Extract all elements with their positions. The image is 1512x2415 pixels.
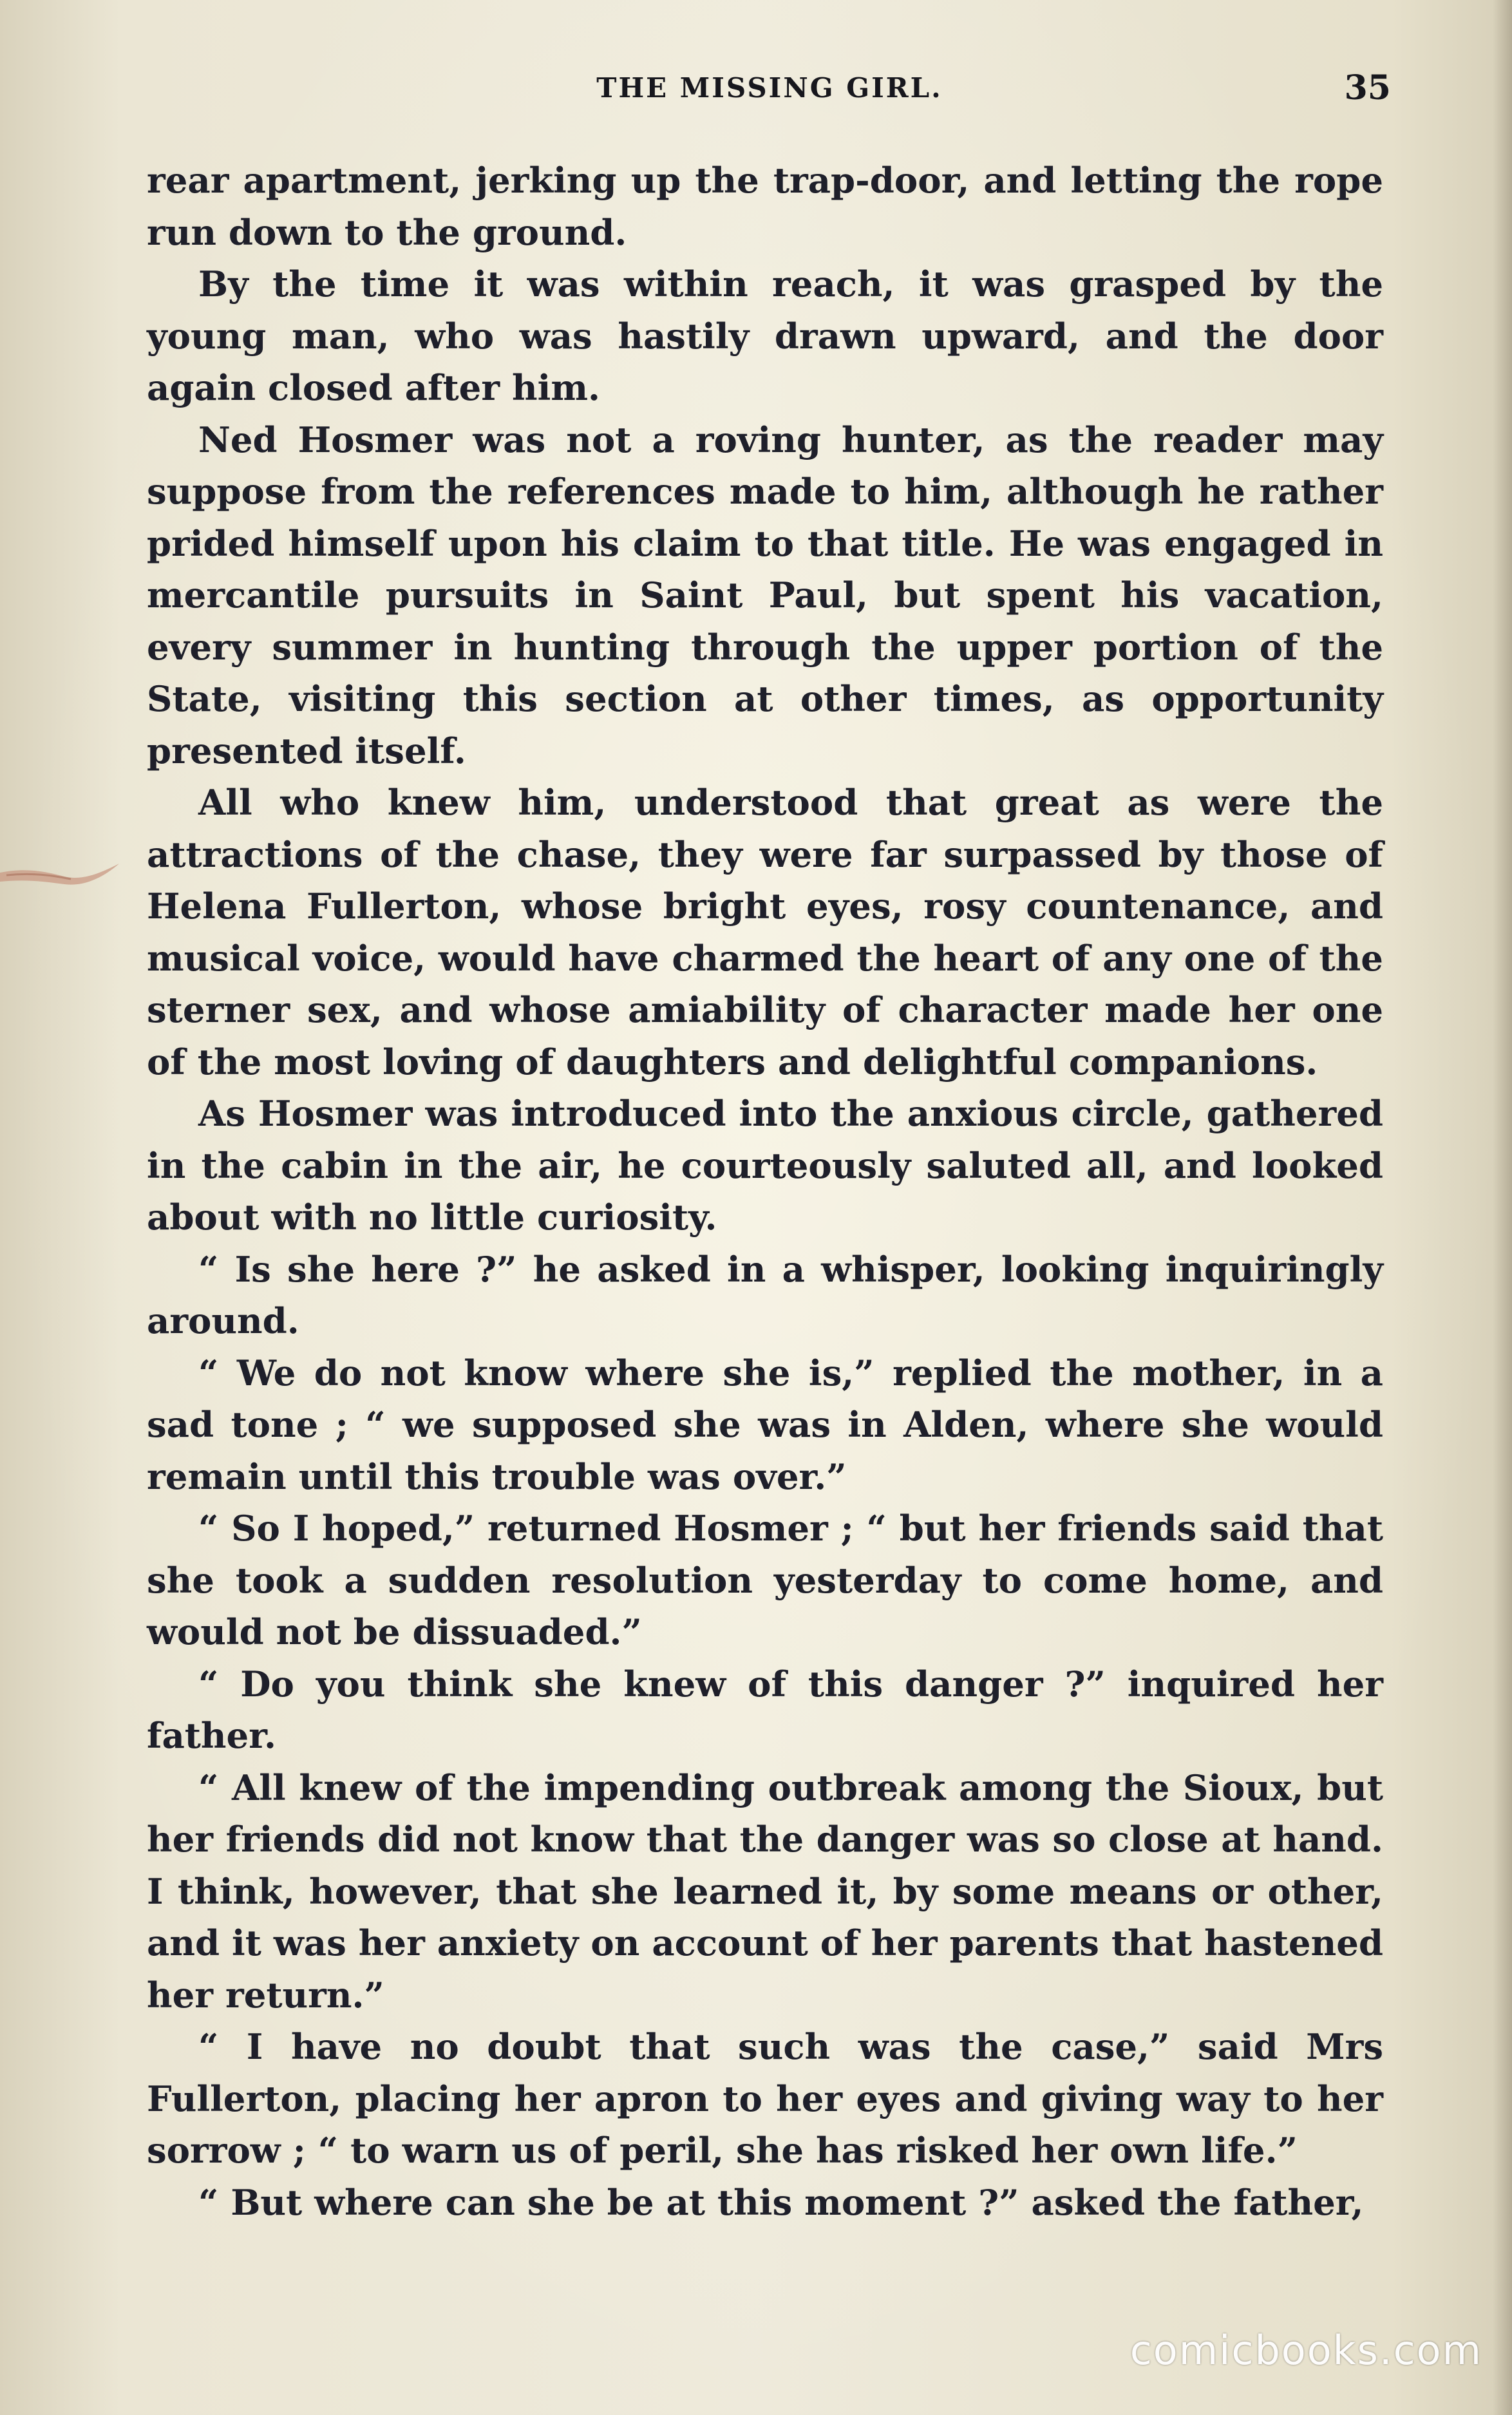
paragraph-6: “ Is she here ?” he asked in a whisper, looking inquiringly around. [147,1248,1383,1341]
page-number: 35 [1344,68,1391,108]
page-header [148,68,1391,117]
running-title: THE MISSING GIRL. [596,72,943,104]
body-text [147,155,1383,2228]
paragraph-3: Ned Hosmer was not a roving hunter, as the reader may suppose from the references made to him, although he rather prided himself upon his claim to that title. He was engaged in mercantile pursuits in Saint Paul, but spent his vacation, every summer in hunting through the upper portion of the State, visiting this section at other times, as opportunity presented itself. [147,419,1383,772]
paragraph-8: “ So I hoped,” returned Hosmer ; “ but her friends said that she took a sudden resolution yesterday to come home, and would not be dissuaded.” [147,1508,1383,1653]
paper-tear-mark [0,853,122,892]
paragraph-12: “ But where can she be at this moment ?” asked the father, [198,2181,1364,2223]
paragraph-2: By the time it was within reach, it was grasped by the young man, who was hastily drawn upward, and the door again closed after him. [147,263,1383,408]
page-edge-shadow [1493,0,1512,2415]
paragraph-5: As Hosmer was introduced into the anxious circle, gathered in the cabin in the air, he courteously saluted all, and looked about with no little curiosity. [147,1093,1383,1238]
paragraph-11: “ I have no doubt that such was the case,” said Mrs Fullerton, placing her apron to her eyes and giving way to her sorrow ; “ to warn us of peril, she has risked her own life.” [147,2026,1383,2171]
paragraph-4: All who knew him, understood that great as were the attractions of the chase, they were far surpassed by those of Helena Fullerton, whose bright eyes, rosy countenance, and musical voice, would have charmed the heart of any one of the sterner sex, and whose amiability of character made her one of the most loving of daughters and delightful companions. [147,782,1383,1083]
paragraph-9: “ Do you think she knew of this danger ?” inquired her father. [147,1663,1383,1756]
paragraph-1: rear apartment, jerking up the trap-door, and letting the rope run down to the ground. [147,160,1383,253]
paragraph-10: “ All knew of the impending outbreak among the Sioux, but her friends did not know that the danger was so close at hand. I think, however, that she learned it, by some means or other, and it was her anxiety on account of her parents that hastened her return.” [147,1766,1383,2016]
watermark: comicbooks.com [1129,2327,1482,2374]
paragraph-7: “ We do not know where she is,” replied the mother, in a sad tone ; “ we supposed she was in Alden, where she would remain until this trouble was over.” [147,1352,1383,1497]
